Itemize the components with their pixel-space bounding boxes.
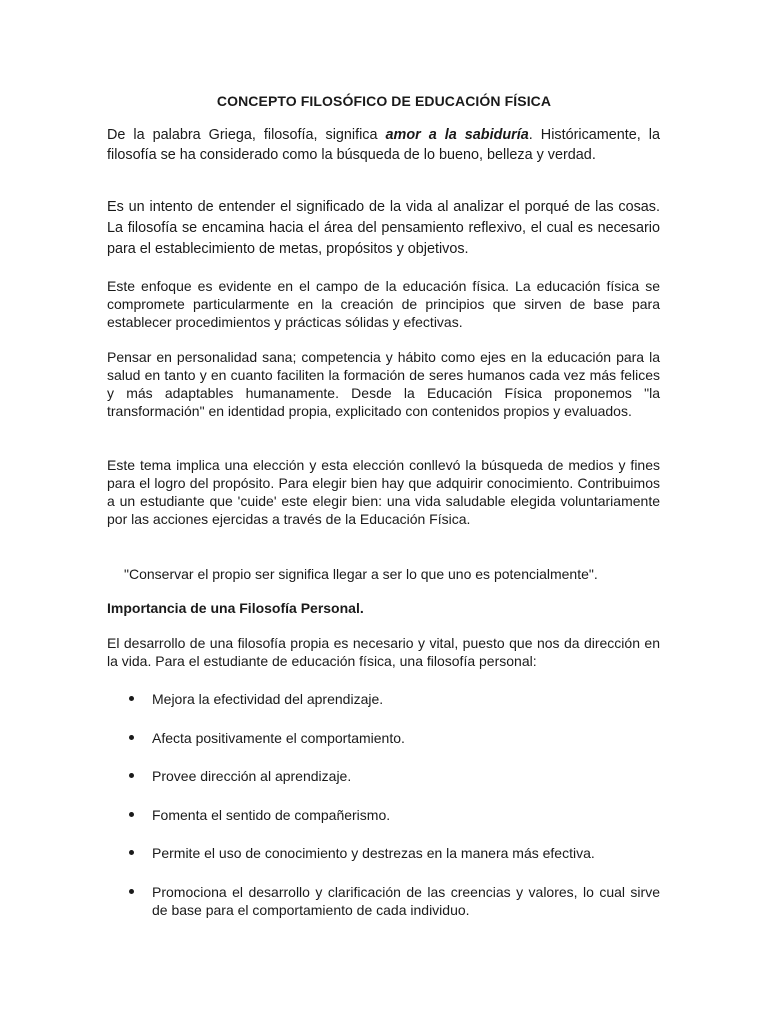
list-item bbox=[107, 690, 660, 708]
list-item bbox=[107, 767, 660, 785]
bullet-dot-icon bbox=[129, 889, 134, 894]
list-item-text: Permite el uso de conocimiento y destrezas en la manera más efectiva. bbox=[152, 845, 595, 861]
list-item bbox=[107, 844, 660, 862]
list-item-text: Promociona el desarrollo y clarificación de las creencias y valores, lo cual sirve de base para el comportamiento de cada individuo. bbox=[152, 883, 660, 918]
list-item bbox=[107, 729, 660, 747]
section-heading: Importancia de una Filosofía Personal. bbox=[107, 600, 364, 616]
list-item bbox=[107, 806, 660, 824]
quote: "Conservar el propio ser significa llegar a ser lo que uno es potencialmente". bbox=[124, 566, 598, 582]
list-item-text: Afecta positivamente el comportamiento. bbox=[152, 729, 405, 746]
bullet-dot-icon bbox=[129, 850, 134, 855]
intro-text-after: . Históricamente, la filosofía se ha considerado como la búsqueda de lo bueno, belleza y verdad. bbox=[107, 127, 660, 163]
paragraph-importance: El desarrollo de una filosofía propia es necesario y vital, puesto que nos da dirección en la vida. Para el estudiante de educación física, una filosofía personal: bbox=[107, 635, 660, 669]
bullet-dot-icon bbox=[129, 812, 134, 817]
bullet-list bbox=[107, 690, 660, 939]
paragraph-personality: Pensar en personalidad sana; competencia y hábito como ejes en la educación para la salud en tanto y en cuanto faciliten la formación de seres humanos cada vez más felices y más adaptables humanamente. Desde la Educación Física proponemos "la transformación" en identidad propia, explicitado con contenidos propios y evaluados. bbox=[107, 349, 660, 419]
intro-text-before: De la palabra Griega, filosofía, significa bbox=[107, 127, 386, 143]
list-item-text: Provee dirección al aprendizaje. bbox=[152, 768, 352, 784]
bullet-dot-icon bbox=[129, 696, 134, 701]
bullet-dot-icon bbox=[129, 773, 134, 778]
list-item-text: Mejora la efectividad del aprendizaje. bbox=[152, 691, 384, 707]
paragraph-intro bbox=[107, 125, 660, 165]
list-item-text: Fomenta el sentido de compañerismo. bbox=[152, 806, 391, 823]
page-title: CONCEPTO FILOSÓFICO DE EDUCACIÓN FÍSICA bbox=[216, 93, 552, 109]
paragraph-meaning: Es un intento de entender el significado de la vida al analizar el porqué de las cosas. La filosofía se encamina hacia el área del pensamiento reflexivo, el cual es necesario para el establecimiento de metas, propósitos y objetivos. bbox=[107, 199, 660, 257]
list-item bbox=[107, 883, 660, 919]
paragraph-choice: Este tema implica una elección y esta elección conllevó la búsqueda de medios y fines para el logro del propósito. Para elegir bien hay que adquirir conocimiento. Contribuimos a un estudiante que 'cuide' este elegir bien: una vida saludable elegida voluntariamente por las acciones ejercidas a través de la Educación Física. bbox=[107, 457, 660, 527]
intro-emphasis: amor a la sabiduría bbox=[385, 127, 529, 143]
paragraph-approach: Este enfoque es evidente en el campo de la educación física. La educación física se compromete particularmente en la creación de principios que sirven de base para establecer procedimientos y prácticas sólidas y efectivas. bbox=[107, 278, 660, 330]
bullet-dot-icon bbox=[129, 735, 134, 740]
